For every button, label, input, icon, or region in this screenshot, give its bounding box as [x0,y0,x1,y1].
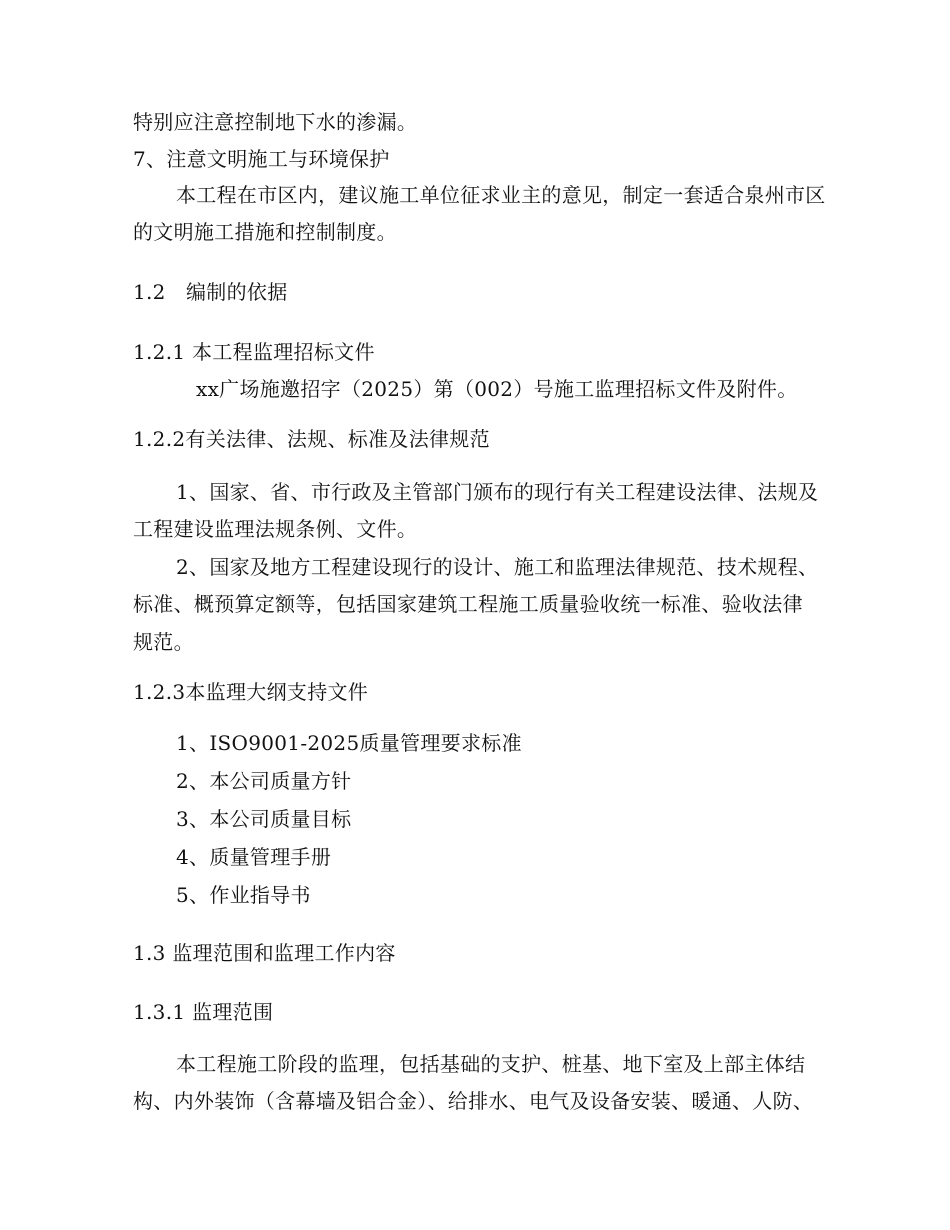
paragraph-line: 工程建设监理法规条例、文件。 [133,517,418,541]
list-item-heading: 7、注意文明施工与环境保护 [133,147,390,171]
section-heading: 1.3 监理范围和监理工作内容 [133,941,396,965]
paragraph-line: 的文明施工措施和控制制度。 [133,220,397,244]
list-item: 5、作业指导书 [176,883,311,907]
paragraph-line: 规范。 [133,630,194,654]
paragraph-line: xx广场施邀招字（2025）第（002）号施工监理招标文件及附件。 [196,377,798,401]
subsection-heading: 1.2.2有关法律、法规、标准及法律规范 [133,427,490,451]
subsection-heading: 1.2.1 本工程监理招标文件 [133,340,375,364]
paragraph-line: 1、国家、省、市行政及主管部门颁布的现行有关工程建设法律、法规及 [176,480,819,504]
paragraph-line: 标准、概预算定额等，包括国家建筑工程施工质量验收统一标准、验收法律 [133,592,803,616]
paragraph-line: 本工程在市区内，建议施工单位征求业主的意见，制定一套适合泉州市区 [176,183,826,207]
body-text-line: 特别应注意控制地下水的渗漏。 [133,110,418,134]
paragraph-line: 本工程施工阶段的监理，包括基础的支护、桩基、地下室及上部主体结 [176,1052,806,1076]
section-heading: 1.2 编制的依据 [133,280,288,304]
list-item: 3、本公司质量目标 [176,807,352,831]
list-item: 4、质量管理手册 [176,845,332,869]
subsection-heading: 1.3.1 监理范围 [133,1000,274,1024]
list-item: 1、ISO9001-2025质量管理要求标准 [176,731,522,755]
paragraph-line: 2、国家及地方工程建设现行的设计、施工和监理法律规范、技术规程、 [176,555,819,579]
list-item: 2、本公司质量方针 [176,769,352,793]
subsection-heading: 1.2.3本监理大纲支持文件 [133,680,369,704]
paragraph-line: 构、内外装饰（含幕墙及铝合金）、给排水、电气及设备安装、暖通、人防、 [133,1089,814,1113]
